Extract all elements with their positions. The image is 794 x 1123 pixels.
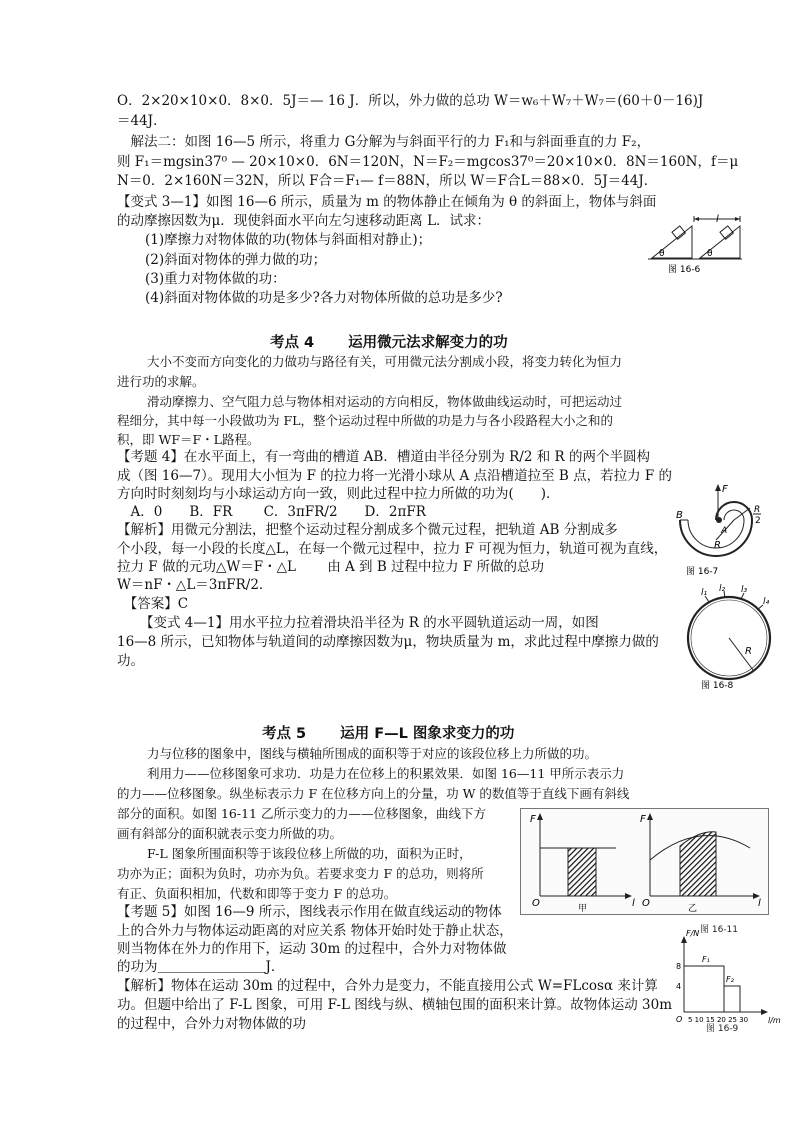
- radius-label: R: [714, 540, 721, 551]
- text-line: 功亦为正；面积为负时，功亦为负。若要求变力 F 的总功，则将所: [117, 866, 484, 881]
- text-line: 力与位移的图象中，图线与横轴所围成的面积等于对应的该段位移上力所做的功。: [147, 746, 598, 761]
- text-line: 积，即 WF＝F・L路程。: [117, 432, 260, 447]
- text-line: 部分的面积。如图 16-11 乙所示变力的力——位移图象，曲线下方: [117, 806, 486, 821]
- text-line: 大小不变而方向变化的力做功与路径有关，可用微元法分割成小段，将变力转化为恒力: [147, 354, 623, 369]
- tick-label: 5 10 15 20 25 30: [688, 1016, 749, 1024]
- text-line: (3)重力对物体做的功：: [145, 271, 286, 287]
- axis-label: F: [640, 814, 646, 825]
- text-line: 利用力——位移图象可求功．功是力在位移上的积累效果．如图 16—11 甲所示表示力: [147, 766, 625, 781]
- text-line: 【解析】物体在运动 30m 的过程中，合外力是变力，不能直接用公式 W=FLcosα 来计算: [117, 978, 658, 994]
- series-label: F₁: [702, 955, 710, 964]
- text-line: (2)斜面对物体的弹力做的功；: [145, 252, 327, 268]
- series-label: F₂: [726, 975, 734, 984]
- subfigure-label: 乙: [688, 904, 698, 914]
- figure-caption: 图 16-6: [668, 265, 701, 275]
- text-line: F-L 图象所围面积等于该段位移上所做的功，面积为正时，: [147, 846, 472, 861]
- text-line: 画有斜部分的面积就表示变力所做的功。: [117, 826, 343, 841]
- text-line: (1)摩擦力对物体做的功(物体与斜面相对静止)；: [145, 232, 432, 248]
- text-line: 功。: [117, 653, 144, 669]
- text-line: 的动摩擦因数为μ．现使斜面水平向左匀速移动距离 L．试求：: [117, 213, 491, 229]
- text-line: 的功为＿＿＿＿＿＿＿＿J．: [117, 959, 285, 975]
- text-line: 个小段，每一小段的长度△L，在每一个微元过程中，拉力 F 可视为恒力，轨道可视为直线，: [117, 541, 668, 557]
- segment-label: l₃: [741, 585, 748, 595]
- text-line: 解法二：如图 16—5 所示，将重力 G分解为与斜面平行的力 F₁和与斜面垂直的力 F₂，: [117, 134, 651, 150]
- text-line: 【解析】用微元分割法，把整个运动过程分割成多个微元过程，把轨道 AB 分割成多: [117, 522, 618, 538]
- text-line: 进行功的求解。: [117, 374, 205, 389]
- text-line: O．2×20×10×0．8×0．5J＝— 16 J．所以，外力做的总功 W＝w₆＋W₇＋W₇＝(60＋0－16)J: [117, 93, 704, 109]
- origin-label: O: [642, 898, 650, 909]
- text-line: 16—8 所示，已知物体与轨道间的动摩擦因数为μ，物块质量为 m，求此过程中摩擦力做的: [117, 634, 659, 650]
- tick-label: 8: [676, 962, 682, 971]
- text-line: (4)斜面对物体做的功是多少?各力对物体所做的总功是多少?: [145, 290, 503, 306]
- text-line: 的过程中，合外力对物体做的功: [117, 1016, 306, 1032]
- figure-16-6: [646, 212, 746, 286]
- segment-label: l₂: [719, 584, 726, 594]
- text-line: 【变式 4—1】用水平拉力拉着滑块沿半径为 R 的水平圆轨道运动一周，如图: [140, 615, 599, 631]
- force-label: F: [722, 484, 728, 495]
- origin-label: O: [532, 898, 540, 909]
- angle-label: θ: [707, 249, 713, 259]
- section-title: 考点 4 运用微元法求解变力的功: [270, 335, 508, 351]
- tick-label: 4: [676, 982, 682, 991]
- axis-label: l: [758, 898, 761, 909]
- text-line: 则 F₁＝mgsin37⁰ — 20×10×0．6N＝120N，N＝F₂＝mgcos37⁰＝20×10×0．8N＝160N，f＝μ: [117, 154, 739, 170]
- axis-label: l/m: [768, 1016, 781, 1025]
- figure-caption: 图 16-8: [701, 681, 734, 691]
- text-line: 【变式 3—1】如图 16—6 所示，质量为 m 的物体静止在倾角为 θ 的斜面上，物体与斜面: [117, 194, 657, 210]
- figure-16-7: [674, 478, 764, 578]
- figure-caption: 图 16-9: [706, 1024, 739, 1034]
- text-line: 的力——位移图象。纵坐标表示力 F 在位移方向上的分量，功 W 的数值等于直线下画有斜线: [117, 786, 630, 801]
- text-line: N＝0．2×160N＝32N，所以 F合＝F₁— f＝88N，所以 W＝F合L＝88×0．5J＝44J．: [117, 173, 658, 189]
- radius-label: R: [754, 505, 761, 515]
- section-title: 考点 5 运用 F—L 图象求变力的功: [262, 726, 515, 742]
- subfigure-label: 甲: [578, 904, 588, 914]
- text-line: 成（图 16—7）。现用大小恒为 F 的拉力将一光滑小球从 A 点沿槽道拉至 B 点，若拉力 F 的: [117, 468, 673, 484]
- figure-caption: 图 16-7: [686, 567, 719, 577]
- text-line: 【考题 5】如图 16—9 所示，图线表示作用在做直线运动的物体: [117, 904, 502, 920]
- axis-label: F: [530, 814, 536, 825]
- text-line: A．0 B．FR C．3πFR/2 D．2πFR: [117, 504, 426, 520]
- figure-16-8: [683, 584, 783, 692]
- point-label: B: [676, 510, 683, 521]
- axis-label: l: [632, 898, 635, 909]
- text-line: 【考题 4】在水平面上，有一弯曲的槽道 AB．槽道由半径分别为 R/2 和 R 的两个半圆构: [117, 449, 650, 465]
- figure-16-9: [666, 926, 781, 1030]
- origin-label: O: [676, 1015, 683, 1024]
- length-label: l: [716, 214, 719, 225]
- text-line: W＝nF・△L＝3πFR/2．: [117, 577, 273, 593]
- radius-label: 2: [755, 516, 761, 526]
- text-line: 滑动摩擦力、空气阻力总与物体相对运动的方向相反，物体做曲线运动时，可把运动过: [147, 394, 623, 409]
- radius-label: R: [745, 646, 752, 657]
- figure-16-11: [520, 808, 770, 918]
- text-line: 上的合外力与物体运动距离的对应关系 物体开始时处于静止状态，: [117, 923, 513, 939]
- axis-label: F/N: [686, 929, 700, 938]
- text-line: ＝44J．: [117, 113, 167, 129]
- figure-caption: 图 16-11: [700, 925, 739, 935]
- text-line: 有正、负面积相加，代数和即等于变力 F 的总功。: [117, 886, 397, 901]
- point-label: A: [721, 526, 728, 536]
- text-line: 程细分，其中每一小段做功为 FL，整个运动过程中所做的功是力与各小段路程大小之和的: [117, 413, 613, 428]
- text-line: 【答案】C: [117, 596, 189, 612]
- segment-label: l₁: [701, 588, 708, 598]
- angle-label: θ: [659, 249, 665, 259]
- segment-label: l₄: [763, 597, 770, 607]
- text-line: 则当物体在外力的作用下，运动 30m 的过程中，合外力对物体做: [117, 941, 507, 957]
- text-line: 功。但题中给出了 F-L 图象，可用 F-L 图线与纵、横轴包围的面积来计算。故物体运动 30m: [117, 997, 673, 1013]
- text-line: 拉力 F 做的元功△W＝F・△L 由 A 到 B 过程中拉力 F 所做的总功: [117, 559, 544, 575]
- text-line: 方向时时刻刻均与小球运动方向一致，则此过程中拉力所做的功为( )．: [117, 486, 560, 502]
